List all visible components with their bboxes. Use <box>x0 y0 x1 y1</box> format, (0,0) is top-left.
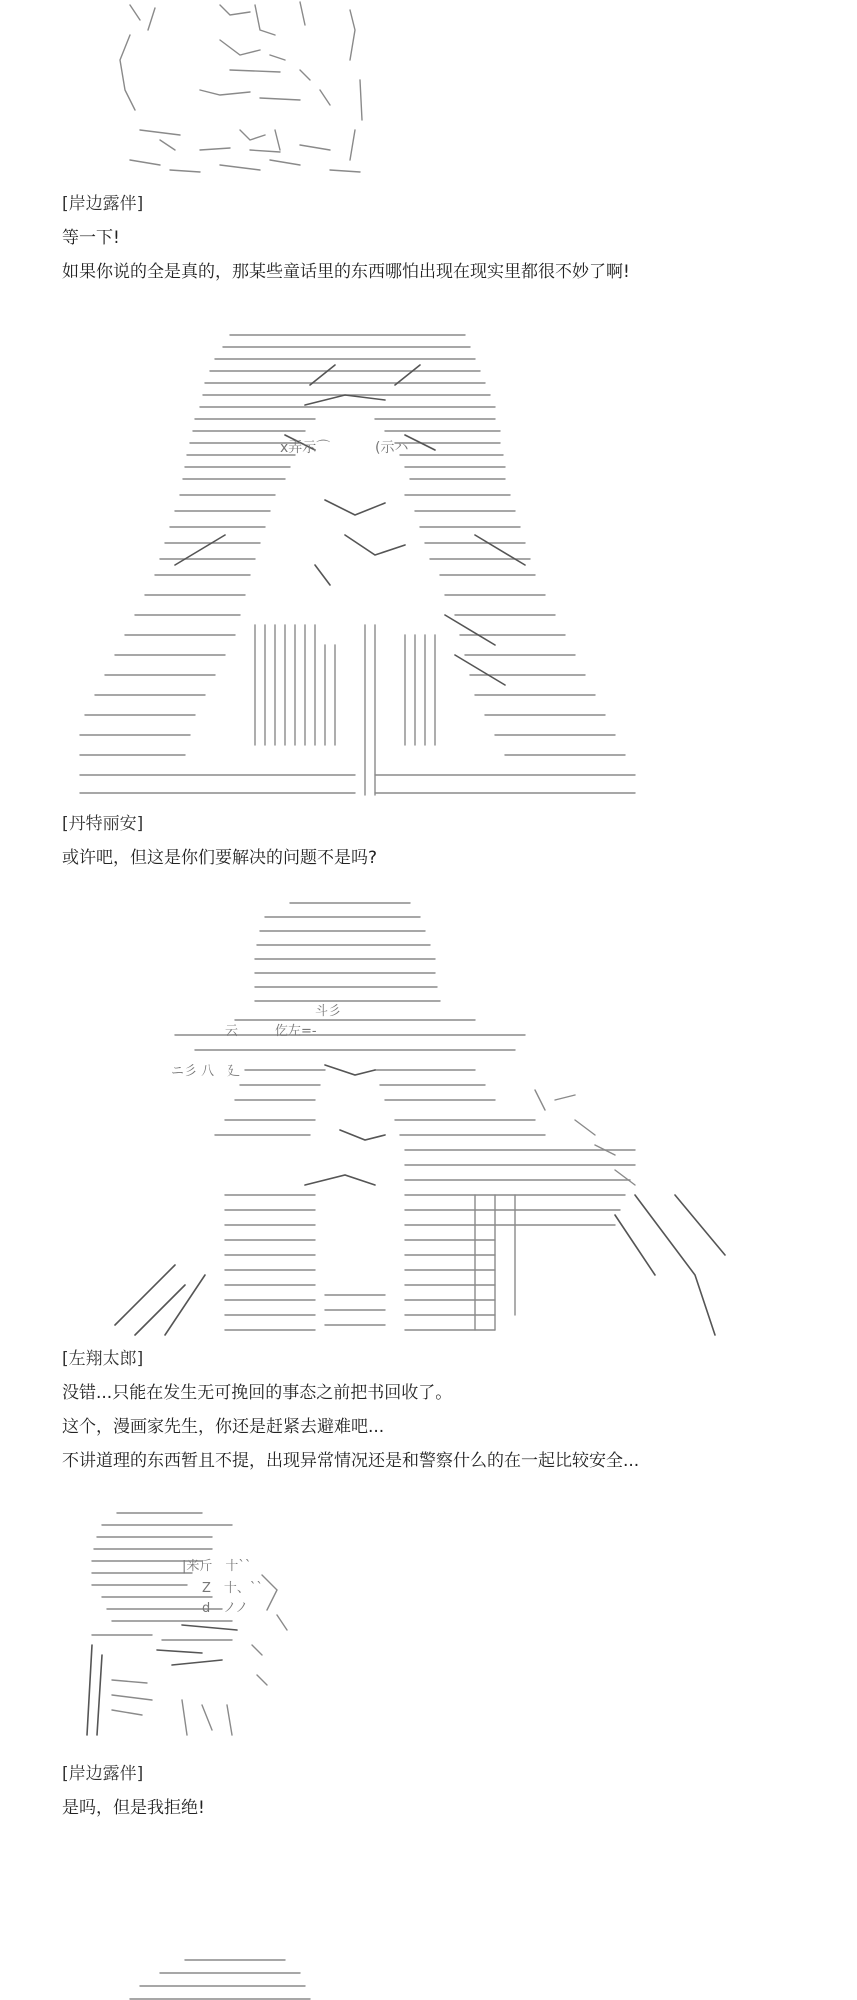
dialogue-line: 是吗，但是我拒绝! <box>62 1798 205 1818</box>
ascii-art-dantalian <box>75 325 645 805</box>
dialogue-line: 等一下! <box>62 228 120 248</box>
ascii-fragment: 云 <box>225 1024 239 1039</box>
dialogue-line: 不讲道理的东西暂且不提，出现异常情况还是和警察什么的在一起比较安全... <box>62 1451 640 1471</box>
speaker-label: [丹特丽安] <box>62 814 144 834</box>
ascii-fragment: 斗彡 <box>315 1004 342 1019</box>
ascii-fragment: (示ハ <box>375 440 409 456</box>
ascii-fragment: 仡左=- <box>275 1024 317 1039</box>
ascii-art-rohan-top <box>100 0 400 185</box>
ascii-fragment: ニ彡 八 廴 <box>171 1064 241 1079</box>
ascii-fragment: x弄示⌒ <box>280 440 331 456</box>
speaker-label: [左翔太郎] <box>62 1349 144 1369</box>
ascii-art-rohan-small <box>62 1505 322 1745</box>
speaker-label: [岸边露伴] <box>62 1764 144 1784</box>
dialogue-line: 如果你说的全是真的，那某些童话里的东西哪怕出现在现实里都很不妙了啊! <box>62 262 630 282</box>
speaker-label: [岸边露伴] <box>62 194 144 214</box>
ascii-art-shotaro <box>75 895 735 1340</box>
dialogue-line: 这个，漫画家先生，你还是赶紧去避难吧... <box>62 1417 385 1437</box>
dialogue-line: 没错...只能在发生无可挽回的事态之前把书回收了。 <box>62 1383 453 1403</box>
ascii-fragment: d ノノ <box>202 1601 249 1616</box>
ascii-fragment: |米斤 十`` <box>182 1559 252 1574</box>
dialogue-line: 或许吧，但这是你们要解决的问题不是吗? <box>62 848 378 868</box>
ascii-art-bottom <box>100 1955 320 2000</box>
ascii-fragment: Z 十、`` <box>202 1581 263 1596</box>
